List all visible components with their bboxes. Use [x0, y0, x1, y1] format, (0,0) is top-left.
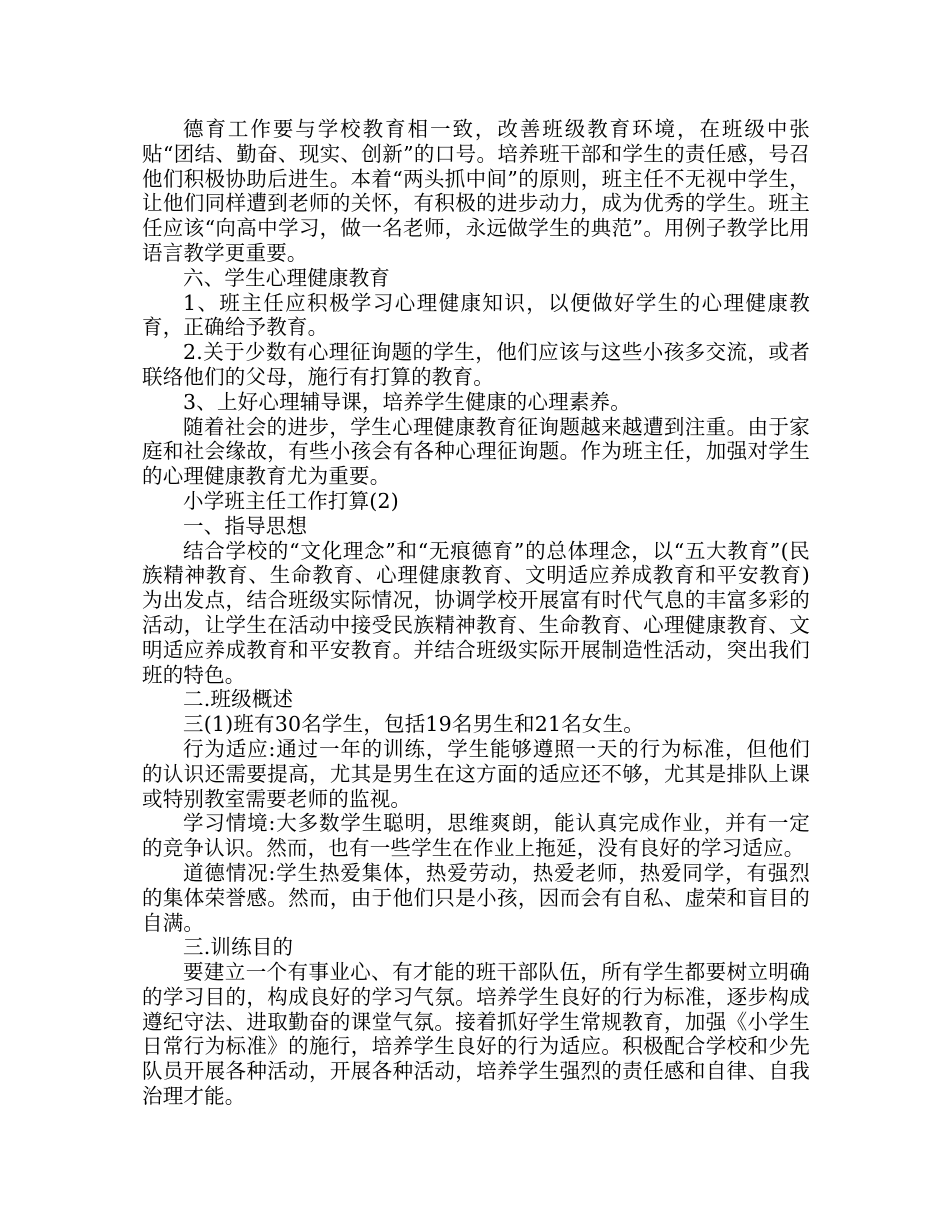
paragraph-item-1: 1、班主任应积极学习心理健康知识，以便做好学生的心理健康教育，正确给予教育。 — [142, 290, 810, 340]
paragraph-mental-health-summary: 随着社会的进步，学生心理健康教育征询题越来越遭到注重。由于家庭和社会缘故，有些小孩会有各种心理征询题。作为班主任，加强对学生的心理健康教育尤为重要。 — [142, 414, 810, 489]
paragraph-guiding-thought: 结合学校的“文化理念”和“无痕德育”的总体理念，以“五大教育”(民族精神教育、生命教育、心理健康教育、文明适应养成教育和平安教育)为出发点，结合班级实际情况，协调学校开展富有时代气息的丰富多彩的活动，让学生在活动中接受民族精神教育、生命教育、心理健康教育、文明适应养成教育和平安教育。并结合班级实际开展制造性活动，突出我们班的特色。 — [142, 538, 810, 687]
paragraph-item-2: 2.关于少数有心理征询题的学生，他们应该与这些小孩多交流，或者联络他们的父母，施行有打算的教育。 — [142, 340, 810, 389]
paragraph-learning: 学习情境:大多数学生聪明，思维爽朗，能认真完成作业，并有一定的竞争认识。然而，也有一些学生在作业上拖延，没有良好的学习适应。 — [142, 811, 810, 861]
paragraph-training-goals: 要建立一个有事业心、有才能的班干部队伍，所有学生都要树立明确的学习目的，构成良好的学习气氛。培养学生良好的行为标准，逐步构成遵纪守法、进取勤奋的课堂气氛。接着抓好学生常规教育，加强《小学生日常行为标准》的施行，培养学生良好的行为适应。积极配合学校和少先队员开展各种活动，开展各种活动，培养学生强烈的责任感和自律、自我治理才能。 — [142, 960, 810, 1109]
section-title-plan-2: 小学班主任工作打算(2) — [183, 488, 399, 513]
paragraph-moral-education: 德育工作要与学校教育相一致，改善班级教育环境，在班级中张贴“团结、勤奋、现实、创新”的口号。培养班干部和学生的责任感，号召他们积极协助后进生。本着“两头抓中间”的原则，班主任不无视中学生，让他们同样遭到老师的关怀，有积极的进步动力，成为优秀的学生。班主任应该“向高中学习，做一名老师，永远做学生的典范”。用例子教学比用语言教学更重要。 — [142, 117, 810, 265]
paragraph-behavior: 行为适应:通过一年的训练，学生能够遵照一天的行为标准，但他们的认识还需要提高，尤其是男生在这方面的适应还不够，尤其是排队上课或特别教室需要老师的监视。 — [142, 736, 810, 811]
paragraph-class-size: 三(1)班有30名学生，包括19名男生和21名女生。 — [183, 712, 644, 737]
heading-training-goals: 三.训练目的 — [183, 935, 294, 960]
heading-mental-health-education: 六、学生心理健康教育 — [183, 265, 390, 290]
document-page — [142, 117, 810, 1109]
paragraph-morality: 道德情况:学生热爱集体，热爱劳动，热爱老师，热爱同学，有强烈的集体荣誉感。然而，由于他们只是小孩，因而会有自私、虚荣和盲目的自满。 — [142, 860, 810, 935]
heading-guiding-thought: 一、指导思想 — [183, 513, 308, 538]
heading-class-overview: 二.班级概述 — [183, 687, 294, 712]
paragraph-item-3: 3、上好心理辅导课，培养学生健康的心理素养。 — [183, 389, 631, 414]
